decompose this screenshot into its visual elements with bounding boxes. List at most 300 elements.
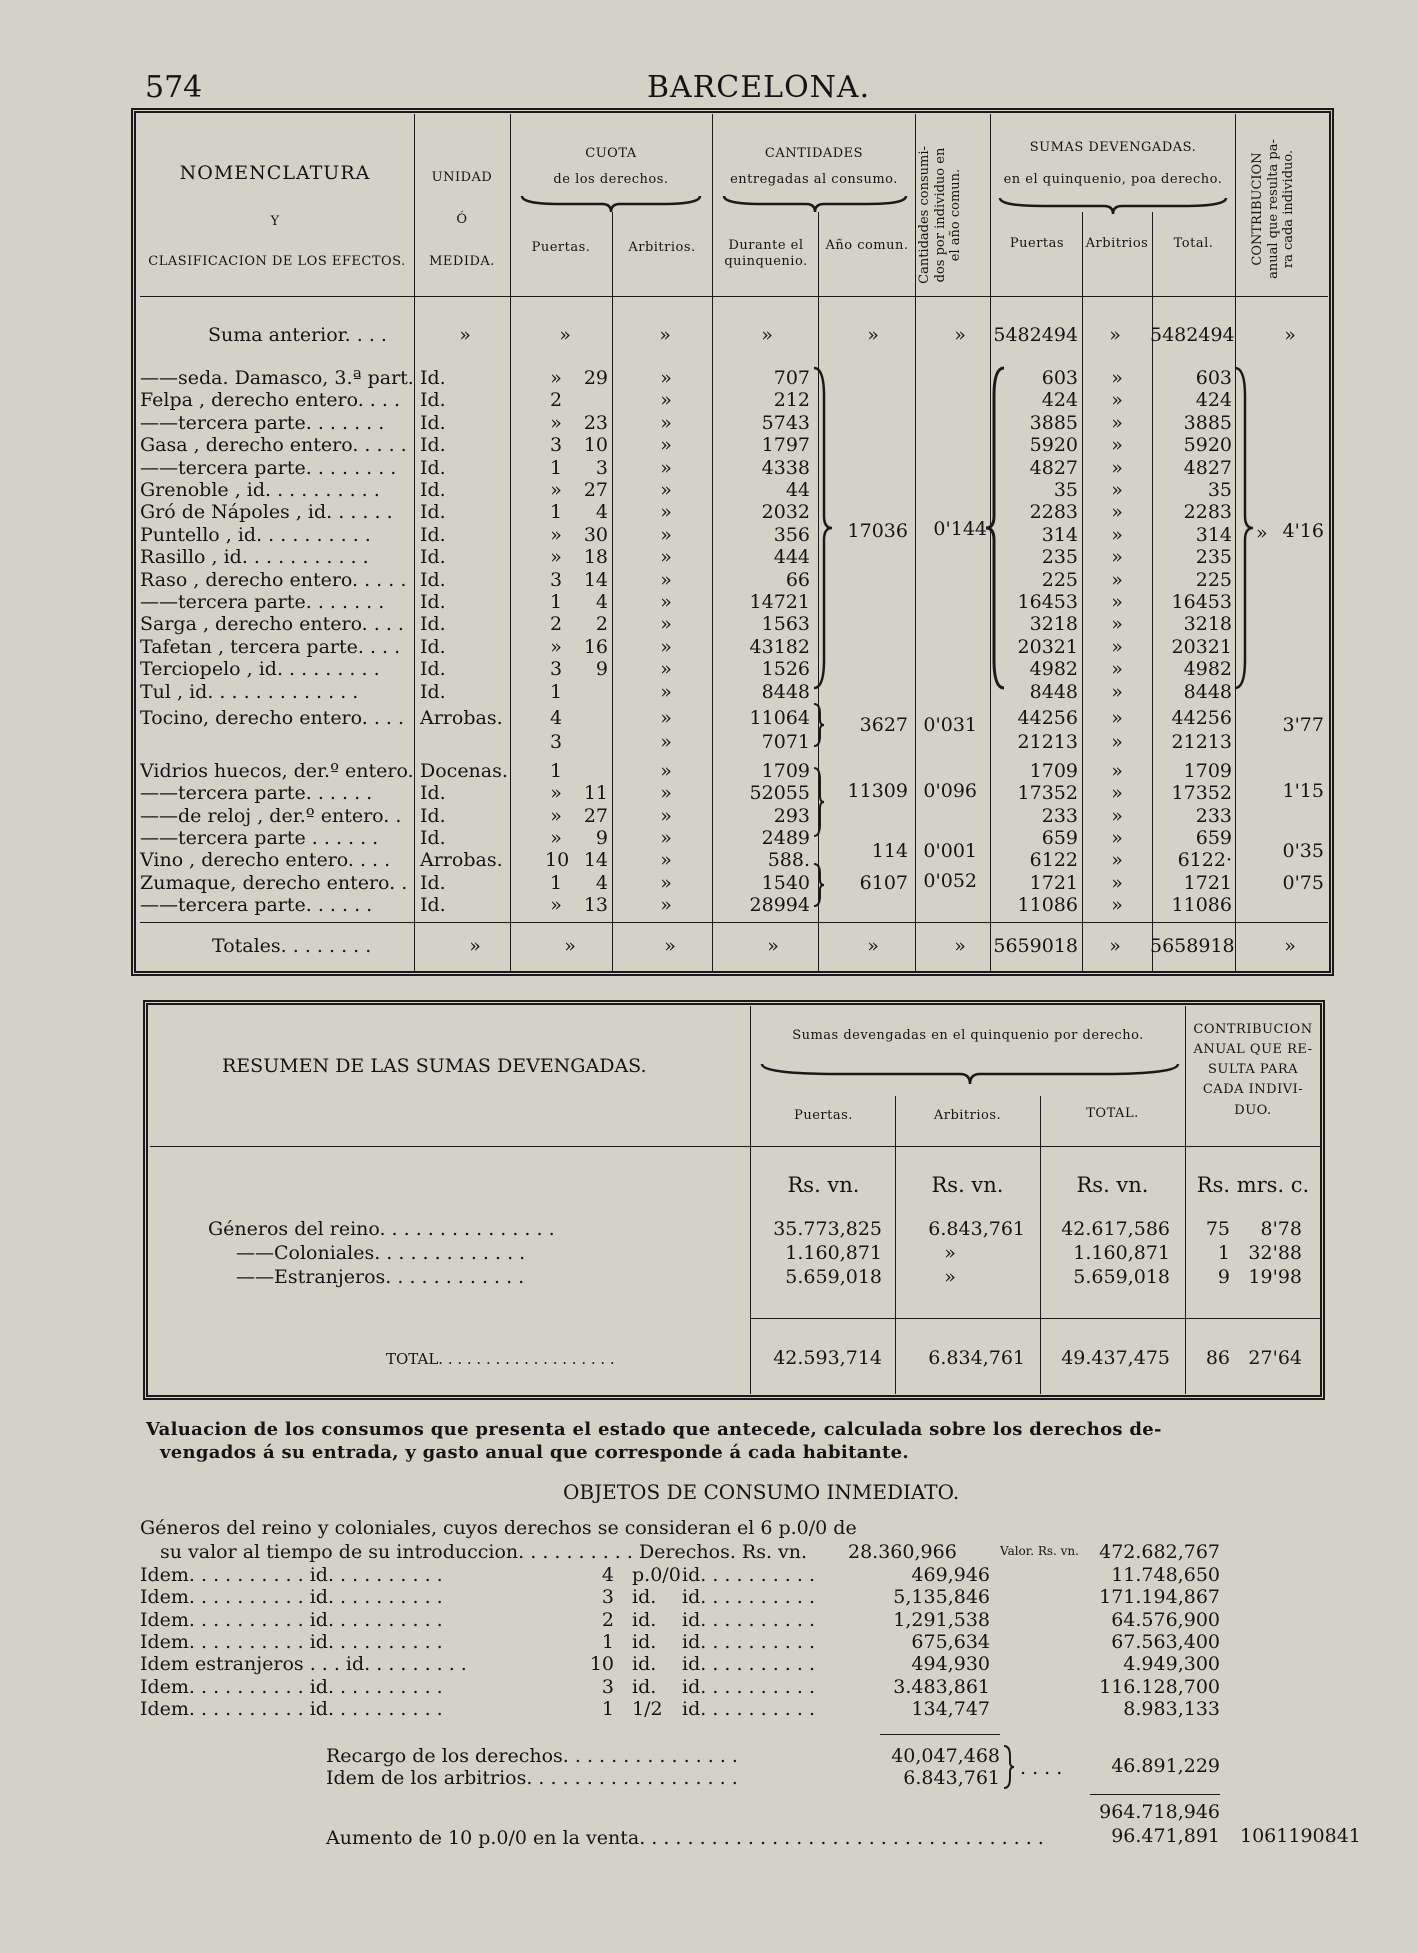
summary-row-total: 42.617,586	[1061, 1218, 1170, 1240]
row-cuota-1: »	[550, 479, 562, 501]
header-sumas-total: Total.	[1173, 236, 1214, 251]
summary-col-arbitrios: Arbitrios.	[933, 1108, 1002, 1123]
page-number: 574	[145, 70, 203, 105]
vino-contrib: 0'35	[1282, 840, 1324, 862]
row-sumas-arbitrios: »	[1111, 546, 1123, 569]
totales-label: Totales. . . . . . . .	[212, 935, 372, 957]
recargo-label: Recargo de los derechos. . . . . . . . . . . . . . .	[326, 1745, 738, 1767]
row-name: Sarga , derecho entero. . . .	[140, 613, 404, 636]
col-divider	[510, 114, 511, 972]
cuota-brace	[520, 192, 702, 216]
row-name: Terciopelo , id. . . . . . . . .	[140, 658, 380, 681]
row-unit: Id.	[420, 411, 446, 434]
row-sumas-arbitrios: »	[1111, 367, 1123, 389]
summary-row-c1: 75	[1205, 1218, 1230, 1240]
row-unit: Id.	[420, 894, 446, 917]
row-name: ——tercera parte . . . . . .	[140, 827, 379, 849]
row-cuota-2: 4	[595, 591, 608, 613]
suma-anterior-contrib: »	[1284, 324, 1296, 346]
valuation-rule	[880, 1734, 1000, 1735]
row-cuota-1: 1	[549, 456, 563, 479]
recargo-total: 46.891,229	[1111, 1755, 1220, 1777]
valuation-intro-1: Géneros del reino y coloniales, cuyos derechos se consideran el 6 p.0/0 de	[140, 1517, 857, 1539]
totals-rule	[140, 922, 1328, 923]
valuation-intro-derechos: 28.360,966	[848, 1541, 957, 1563]
row-durante: 4338	[761, 456, 810, 479]
row-sumas-total: 35	[1207, 479, 1232, 501]
row-arbitrios: »	[660, 658, 672, 681]
header-sumas-sub: en el quinquenio, poa derecho.	[1003, 172, 1223, 187]
row-unit: Id.	[420, 479, 446, 501]
row-durante: 44	[785, 479, 810, 501]
row-sumas-arbitrios: »	[1111, 658, 1123, 681]
row-cuota-2: 16	[583, 635, 608, 658]
valuation-line-unit: id.	[632, 1675, 657, 1698]
grand-total: 1061190841	[1240, 1825, 1361, 1847]
vidrio-brace	[812, 766, 826, 838]
row-name: Felpa , derecho entero. . . .	[140, 389, 400, 412]
row-durante: 28994	[749, 894, 810, 917]
valuation-line-unit: p.0/0	[632, 1564, 681, 1586]
row-sumas-puertas: 35	[1053, 479, 1078, 501]
header-o: Ó	[456, 212, 468, 227]
row-sumas-arbitrios: »	[1111, 411, 1123, 434]
header-contribucion: CONTRIBUCION anual que resulta pa-ra cada individuo.	[1250, 139, 1297, 279]
row-unit: Id.	[420, 434, 446, 457]
summary-total-c2: 27'64	[1248, 1347, 1302, 1369]
row-unit: Id.	[420, 389, 446, 412]
summary-unit-contrib: Rs. mrs. c.	[1196, 1173, 1310, 1197]
header-sumas-puertas: Puertas	[1009, 236, 1065, 251]
row-sumas-puertas: 603	[1041, 367, 1078, 389]
row-cuota-1: »	[550, 827, 562, 849]
row-durante: 11064	[749, 707, 810, 729]
row-sumas-arbitrios: »	[1111, 613, 1123, 636]
row-cuota-2: 11	[583, 782, 608, 805]
row-cuota-2: 9	[595, 827, 608, 849]
row-sumas-puertas: 4982	[1029, 658, 1078, 681]
summary-row-c2: 8'78	[1260, 1218, 1302, 1240]
summary-row-label: ——Coloniales. . . . . . . . . . . . .	[236, 1242, 526, 1264]
valuation-line-pct: 4	[601, 1564, 614, 1586]
row-name: Raso , derecho entero. . . . .	[140, 568, 407, 591]
valuation-line-label: Idem. . . . . . . . . . id. . . . . . . . . .	[140, 1564, 443, 1586]
row-cuota-1: »	[550, 635, 562, 658]
aumento-value: 96.471,891	[1111, 1825, 1220, 1847]
row-sumas-puertas: 44256	[1017, 707, 1078, 729]
summary-row-c1: 1	[1217, 1242, 1230, 1264]
summary-col-puertas: Puertas.	[794, 1108, 853, 1123]
row-cuota-2: 4	[595, 501, 608, 524]
row-unit: Id.	[420, 871, 446, 894]
row-durante: 707	[773, 367, 810, 389]
summary-row-c2: 19'98	[1248, 1266, 1302, 1288]
row-arbitrios: »	[660, 804, 672, 827]
row-durante: 43182	[749, 635, 810, 658]
vidrio-individuo: 0'096	[923, 780, 977, 802]
row-cuota-2: 9	[595, 658, 608, 681]
row-name: Tocino, derecho entero. . . .	[140, 707, 405, 729]
row-sumas-puertas: 3885	[1029, 411, 1078, 434]
row-sumas-puertas: 8448	[1029, 680, 1078, 703]
valuation-line-pct: 1	[601, 1630, 614, 1653]
row-sumas-puertas: 17352	[1017, 782, 1078, 805]
valuation-line-valor: 8.983,133	[1123, 1697, 1220, 1720]
row-unit: Id.	[420, 658, 446, 681]
valuation-line-valor: 11.748,650	[1111, 1564, 1220, 1586]
row-sumas-arbitrios: »	[1111, 804, 1123, 827]
row-arbitrios: »	[660, 456, 672, 479]
valuation-line-id: id. . . . . . . . . .	[682, 1653, 815, 1676]
row-cuota-1: 1	[549, 871, 563, 894]
vidrio-contrib: 1'15	[1282, 780, 1324, 802]
row-sumas-total: 2283	[1183, 501, 1232, 524]
header-durante: Durante el quinquenio.	[724, 238, 808, 270]
sumas-left-brace	[984, 366, 1006, 690]
row-arbitrios: »	[660, 849, 672, 872]
valuation-line-derechos: 3.483,861	[893, 1675, 990, 1698]
row-sumas-puertas: 233	[1041, 804, 1078, 827]
row-durante: 7071	[761, 731, 810, 754]
valuation-valor-label: Valor. Rs. vn.	[1000, 1544, 1079, 1558]
totales-contrib: »	[1284, 935, 1296, 957]
row-sumas-arbitrios: »	[1111, 680, 1123, 703]
valuation-line-unit: id.	[632, 1608, 657, 1631]
row-durante: 66	[785, 568, 810, 591]
row-unit: Id.	[420, 591, 446, 613]
header-sumas-arbitrios: Arbitrios	[1085, 236, 1149, 251]
row-durante: 1526	[761, 658, 810, 681]
valuation-line-pct: 1	[601, 1697, 614, 1720]
row-name: Grenoble , id. . . . . . . . . .	[140, 479, 380, 501]
header-arbitrios: Arbitrios.	[628, 240, 696, 255]
row-cuota-1: »	[550, 894, 562, 917]
summary-unit-total: Rs. vn.	[1076, 1173, 1149, 1197]
recargo-brace	[1002, 1744, 1016, 1790]
row-cuota-2: 2	[595, 613, 608, 636]
totales-unit: »	[469, 935, 481, 957]
row-unit: Id.	[420, 804, 446, 827]
totales-puertas: »	[564, 935, 576, 957]
row-cuota-1: 4	[549, 707, 563, 729]
row-sumas-total: 233	[1195, 804, 1232, 827]
row-sumas-arbitrios: »	[1111, 782, 1123, 805]
valuation-line-id: id. . . . . . . . . .	[682, 1630, 815, 1653]
summary-header-rule	[150, 1146, 1320, 1147]
row-name: ——tercera parte. . . . . .	[140, 894, 373, 917]
row-cuota-2: 14	[583, 568, 608, 591]
valuation-line-pct: 3	[601, 1675, 614, 1698]
col-divider	[414, 114, 415, 972]
row-arbitrios: »	[660, 591, 672, 613]
header-cuota-sub: de los derechos.	[553, 172, 669, 187]
summary-total-c1: 86	[1205, 1347, 1230, 1369]
valuation-heading-1: Valuacion de los consumos que presenta el estado que antecede, calculada sobre los derechos de-	[146, 1419, 1162, 1440]
row-sumas-total: 16453	[1171, 591, 1232, 613]
row-sumas-puertas: 659	[1041, 827, 1078, 849]
header-rule	[140, 296, 1328, 297]
row-sumas-arbitrios: »	[1111, 568, 1123, 591]
row-unit: Id.	[420, 456, 446, 479]
row-name: Tul , id. . . . . . . . . . . . .	[140, 680, 359, 703]
suma-anterior-label: Suma anterior. . . .	[208, 324, 387, 346]
summary-row-arbitrios: 6.843,761	[928, 1218, 1025, 1240]
summary-title: RESUMEN DE LAS SUMAS DEVENGADAS.	[222, 1055, 647, 1077]
row-sumas-puertas: 225	[1041, 568, 1078, 591]
row-name: Rasillo , id. . . . . . . . . . .	[140, 546, 369, 569]
valuation-line-valor: 4.949,300	[1123, 1653, 1220, 1676]
valuation-line-pct: 2	[601, 1608, 614, 1631]
summary-total-total: 49.437,475	[1061, 1347, 1170, 1369]
totales-total: 5658918	[1150, 935, 1235, 957]
row-sumas-total: 17352	[1171, 782, 1232, 805]
row-name: ——de reloj , der.º entero. .	[140, 804, 402, 827]
row-durante: 5743	[761, 411, 810, 434]
row-unit: Id.	[420, 680, 446, 703]
row-sumas-arbitrios: »	[1111, 389, 1123, 412]
valuation-line-id: id. . . . . . . . . .	[682, 1697, 815, 1720]
arbitrios-label: Idem de los arbitrios. . . . . . . . . . . . . . . . . .	[326, 1767, 738, 1789]
row-unit: Docenas.	[420, 759, 508, 782]
row-cuota-2: 14	[583, 849, 608, 872]
vidrio-ano-comun: 11309	[847, 780, 908, 802]
valuation-line-unit: 1/2	[632, 1697, 663, 1720]
row-sumas-total: 424	[1195, 389, 1232, 412]
summary-row-c1: 9	[1217, 1266, 1230, 1288]
row-sumas-total: 1709	[1183, 759, 1232, 782]
header-y: Y	[270, 214, 280, 229]
row-cuota-1: »	[550, 782, 562, 805]
valuation-line-label: Idem. . . . . . . . . . id. . . . . . . . . .	[140, 1697, 443, 1720]
row-arbitrios: »	[660, 613, 672, 636]
valuation-line-pct: 3	[601, 1586, 614, 1609]
row-sumas-arbitrios: »	[1111, 591, 1123, 613]
row-unit: Id.	[420, 782, 446, 805]
header-cantidades-sub: entregadas al consumo.	[730, 172, 898, 187]
valuation-line-valor: 67.563,400	[1111, 1630, 1220, 1653]
row-cuota-1: 1	[549, 501, 563, 524]
row-cuota-2: 4	[595, 871, 608, 894]
row-sumas-total: 21213	[1171, 731, 1232, 754]
totales-sumas-arbitrios: »	[1109, 935, 1121, 957]
totales-individuo: »	[954, 935, 966, 957]
aumento-label: Aumento de 10 p.0/0 en la venta. . . . . . . . . . . . . . . . . . . . . . . . . . . . . . . . . .	[326, 1827, 1044, 1849]
row-name: ——tercera parte. . . . . . . .	[140, 456, 397, 479]
zumaque-contrib: 0'75	[1282, 872, 1324, 894]
summary-total-puertas: 42.593,714	[773, 1347, 882, 1369]
valuation-line-id: id. . . . . . . . . .	[682, 1608, 815, 1631]
seda-contrib: 4'16	[1282, 520, 1324, 542]
row-cuota-2: 29	[583, 367, 608, 389]
row-sumas-total: 659	[1195, 827, 1232, 849]
valuation-subtitle: OBJETOS DE CONSUMO INMEDIATO.	[563, 1480, 960, 1504]
row-arbitrios: »	[660, 367, 672, 389]
row-durante: 588.	[767, 849, 810, 872]
page-title: BARCELONA.	[647, 70, 871, 105]
row-arbitrios: »	[660, 680, 672, 703]
header-puertas: Puertas.	[531, 240, 591, 255]
suma-anterior-individuo: »	[954, 324, 966, 346]
row-arbitrios: »	[660, 479, 672, 501]
valuation-heading-2: vengados á su entrada, y gasto anual que corresponde á cada habitante.	[160, 1442, 909, 1463]
row-name: Vino , derecho entero. . . .	[140, 849, 391, 872]
valuation-line-label: Idem. . . . . . . . . . id. . . . . . . . . .	[140, 1608, 443, 1631]
row-durante: 14721	[749, 591, 810, 613]
row-cuota-1: »	[550, 367, 562, 389]
valuation-line-unit: id.	[632, 1653, 657, 1676]
valuation-line-id: id. . . . . . . . . .	[682, 1675, 815, 1698]
valuation-line-derechos: 675,634	[911, 1630, 990, 1653]
row-unit: Id.	[420, 501, 446, 524]
row-sumas-total: 314	[1195, 523, 1232, 546]
row-durante: 356	[773, 523, 810, 546]
valuation-line-valor: 116.128,700	[1099, 1675, 1220, 1698]
valuation-intro-2: su valor al tiempo de su introduccion. . . . . . . . . . Derechos. Rs. vn.	[160, 1541, 808, 1563]
row-durante: 8448	[761, 680, 810, 703]
row-sumas-total: 5920	[1183, 434, 1232, 457]
valuation-line-derechos: 5,135,846	[893, 1586, 990, 1609]
recargo-value: 40,047,468	[891, 1745, 1000, 1767]
suma-anterior-total: 5482494	[1150, 324, 1235, 346]
row-sumas-total: 225	[1195, 568, 1232, 591]
row-sumas-total: 4827	[1183, 456, 1232, 479]
header-cuota: CUOTA	[585, 146, 637, 161]
row-arbitrios: »	[660, 523, 672, 546]
row-sumas-total: 3885	[1183, 411, 1232, 434]
row-sumas-arbitrios: »	[1111, 759, 1123, 782]
row-cuota-1: 2	[549, 389, 563, 412]
zumaque-individuo: 0'052	[923, 870, 977, 892]
valuation-line-valor: 64.576,900	[1111, 1608, 1220, 1631]
zumaque-ano-comun: 6107	[859, 872, 908, 894]
row-sumas-total: 603	[1195, 367, 1232, 389]
row-sumas-puertas: 21213	[1017, 731, 1078, 754]
row-name: Vidrios huecos, der.º entero.	[140, 759, 414, 782]
row-arbitrios: »	[660, 635, 672, 658]
row-sumas-puertas: 235	[1041, 546, 1078, 569]
row-durante: 293	[773, 804, 810, 827]
valuation-line-label: Idem estranjeros . . . id. . . . . . . . .	[140, 1653, 467, 1676]
summary-unit-arbitrios: Rs. vn.	[931, 1173, 1004, 1197]
row-sumas-puertas: 20321	[1017, 635, 1078, 658]
suma-anterior-arbitrios: »	[659, 324, 671, 346]
row-sumas-total: 4982	[1183, 658, 1232, 681]
header-cantidades-consumidas: Cantidades consumi-dos por individuo en el año comun.	[917, 146, 964, 284]
row-cuota-2: 18	[583, 546, 608, 569]
row-sumas-arbitrios: »	[1111, 501, 1123, 524]
vino-ano-comun: 114	[871, 840, 908, 862]
row-durante: 1540	[761, 871, 810, 894]
recargo-dots: . . . .	[1020, 1757, 1063, 1779]
valuation-line-unit: id.	[632, 1586, 657, 1609]
row-name: ——tercera parte. . . . . . .	[140, 411, 385, 434]
row-unit: Id.	[420, 635, 446, 658]
row-name: Gasa , derecho entero. . . . .	[140, 434, 407, 457]
row-cuota-1: »	[550, 523, 562, 546]
row-unit: Id.	[420, 523, 446, 546]
arbitrios-value: 6.843,761	[903, 1767, 1000, 1789]
row-durante: 1797	[761, 434, 810, 457]
valuation-line-derechos: 1,291,538	[893, 1608, 990, 1631]
row-sumas-puertas: 314	[1041, 523, 1078, 546]
row-sumas-arbitrios: »	[1111, 894, 1123, 917]
row-arbitrios: »	[660, 731, 672, 754]
suma-anterior-sumas-arbitrios: »	[1109, 324, 1121, 346]
row-sumas-arbitrios: »	[1111, 849, 1123, 872]
valuation-line-derechos: 134,747	[911, 1697, 990, 1720]
row-cuota-2: 23	[583, 411, 608, 434]
row-name: Tafetan , tercera parte. . . .	[140, 635, 401, 658]
row-sumas-arbitrios: »	[1111, 871, 1123, 894]
total-right-brace	[1233, 366, 1255, 690]
row-sumas-puertas: 2283	[1029, 501, 1078, 524]
suma-anterior-sumas-puertas: 5482494	[993, 324, 1078, 346]
row-cuota-1: 10	[545, 849, 570, 872]
row-sumas-arbitrios: »	[1111, 523, 1123, 546]
valuation-line-pct: 10	[589, 1653, 614, 1676]
row-arbitrios: »	[660, 568, 672, 591]
header-nomenclatura: NOMENCLATURA	[179, 162, 371, 184]
row-sumas-arbitrios: »	[1111, 827, 1123, 849]
seda-contrib-quote: »	[1256, 522, 1268, 544]
row-cuota-2: 27	[583, 479, 608, 501]
totales-arbitrios: »	[664, 935, 676, 957]
tocino-contrib: 3'77	[1282, 714, 1324, 736]
summary-col-total: TOTAL.	[1086, 1106, 1139, 1121]
summary-total-arbitrios: 6.834,761	[928, 1347, 1025, 1369]
summary-divider	[750, 1006, 751, 1394]
header-unidad: UNIDAD	[431, 170, 493, 185]
totales-durante: »	[767, 935, 779, 957]
row-cuota-2: 10	[583, 434, 608, 457]
row-cuota-1: 3	[549, 568, 563, 591]
row-sumas-arbitrios: »	[1111, 434, 1123, 457]
valuation-line-label: Idem. . . . . . . . . . id. . . . . . . . . .	[140, 1630, 443, 1653]
row-sumas-total: 1721	[1183, 871, 1232, 894]
row-sumas-arbitrios: »	[1111, 731, 1123, 754]
row-cuota-1: »	[550, 546, 562, 569]
summary-unit-puertas: Rs. vn.	[787, 1173, 860, 1197]
row-cuota-2: 3	[595, 456, 608, 479]
row-sumas-puertas: 4827	[1029, 456, 1078, 479]
row-cuota-1: »	[550, 804, 562, 827]
row-arbitrios: »	[660, 501, 672, 524]
row-arbitrios: »	[660, 389, 672, 412]
summary-row-arbitrios: »	[944, 1266, 956, 1288]
row-arbitrios: »	[660, 546, 672, 569]
summary-row-puertas: 35.773,825	[773, 1218, 882, 1240]
summary-divider	[1185, 1006, 1186, 1394]
tocino-ano-comun: 3627	[859, 714, 908, 736]
row-sumas-total: 8448	[1183, 680, 1232, 703]
row-cuota-2: 30	[583, 523, 608, 546]
row-sumas-puertas: 6122	[1029, 849, 1078, 872]
row-cuota-2: 27	[583, 804, 608, 827]
valuation-intro-valor: 472.682,767	[1099, 1541, 1220, 1563]
summary-row-total: 5.659,018	[1073, 1266, 1170, 1288]
summary-group-header: Sumas devengadas en el quinquenio por derecho.	[792, 1028, 1144, 1043]
seda-individuo: 0'144	[933, 518, 987, 540]
row-durante: 444	[773, 546, 810, 569]
sumas-brace	[998, 194, 1228, 218]
row-cuota-2: 13	[583, 894, 608, 917]
row-sumas-total: 20321	[1171, 635, 1232, 658]
row-name: ——tercera parte. . . . . .	[140, 782, 373, 805]
summary-brace	[760, 1060, 1180, 1088]
row-cuota-1: 3	[549, 434, 563, 457]
row-unit: Id.	[420, 827, 446, 849]
summary-row-c2: 32'88	[1248, 1242, 1302, 1264]
